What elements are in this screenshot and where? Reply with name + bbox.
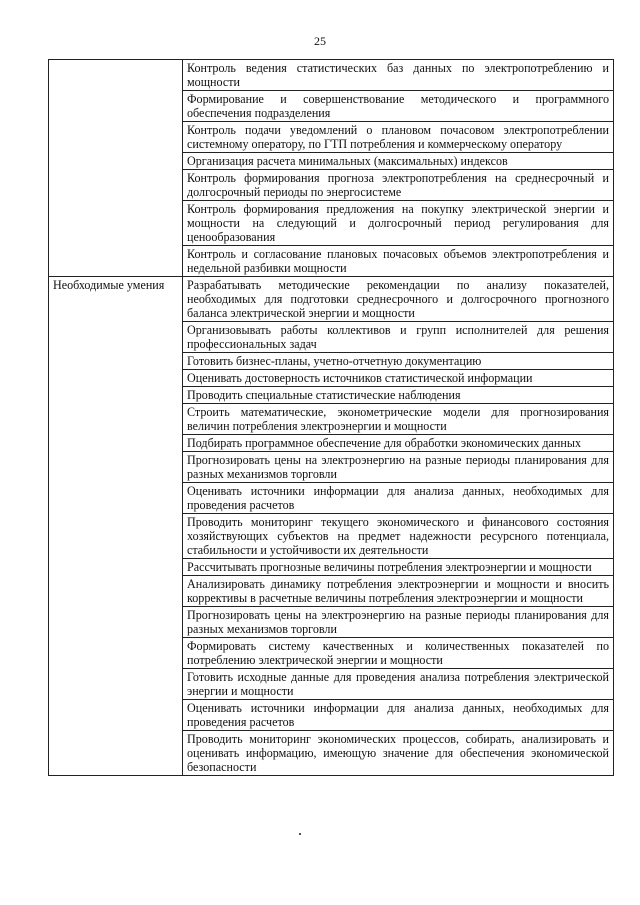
- table-cell: Прогнозировать цены на электроэнергию на разные периоды планирования для разных механизмов торговли: [183, 452, 614, 483]
- table-cell: Разрабатывать методические рекомендации по анализу показателей, необходимых для подготовки среднесрочного и долгосрочного прогнозного баланса электрической энергии и мощности: [183, 277, 614, 322]
- table-cell: Формировать систему качественных и количественных показателей по потреблению электрической энергии и мощности: [183, 638, 614, 669]
- table-cell: Проводить мониторинг текущего экономического и финансового состояния хозяйствующих субъектов на предмет надежности ресурсного потенциала, стабильности и устойчивости их деятельности: [183, 514, 614, 559]
- table-cell: Контроль и согласование плановых почасовых объемов электропотребления и недельной разбивки мощности: [183, 246, 614, 277]
- table-cell: Прогнозировать цены на электроэнергию на разные периоды планирования для разных механизмов торговли: [183, 607, 614, 638]
- speck-mark: [299, 833, 301, 835]
- page-number: 25: [314, 34, 326, 48]
- table-cell: Готовить исходные данные для проведения анализа потребления электрической энергии и мощности: [183, 669, 614, 700]
- table-cell: Оценивать источники информации для анализа данных, необходимых для проведения расчетов: [183, 483, 614, 514]
- section-label: Необходимые умения: [49, 277, 183, 776]
- competency-table: [48, 59, 614, 776]
- table-row: [49, 277, 614, 322]
- table-cell: Организовывать работы коллективов и групп исполнителей для решения профессиональных задач: [183, 322, 614, 353]
- table-cell: Готовить бизнес-планы, учетно-отчетную документацию: [183, 353, 614, 370]
- table-cell: Проводить мониторинг экономических процессов, собирать, анализировать и оценивать информацию, имеющую значение для обеспечения экономической безопасности: [183, 731, 614, 776]
- table-cell: Анализировать динамику потребления электроэнергии и мощности и вносить коррективы в расчетные величины потребления электроэнергии и мощности: [183, 576, 614, 607]
- table-row: [49, 60, 614, 91]
- table-cell: Контроль ведения статистических баз данных по электропотреблению и мощности: [183, 60, 614, 91]
- table-cell: Строить математические, эконометрические модели для прогнозирования величин потребления электроэнергии и мощности: [183, 404, 614, 435]
- table-cell: Контроль подачи уведомлений о плановом почасовом электропотреблении системному оператору, по ГТП потребления и коммерческому оператору: [183, 122, 614, 153]
- table-cell: Контроль формирования предложения на покупку электрической энергии и мощности на следующий и долгосрочный период регулирования для ценообразования: [183, 201, 614, 246]
- empty-label-cell: [49, 60, 183, 277]
- table-cell: Рассчитывать прогнозные величины потребления электроэнергии и мощности: [183, 559, 614, 576]
- table-cell: Оценивать достоверность источников статистической информации: [183, 370, 614, 387]
- table-cell: Проводить специальные статистические наблюдения: [183, 387, 614, 404]
- table-cell: Формирование и совершенствование методического и программного обеспечения подразделения: [183, 91, 614, 122]
- table-cell: Подбирать программное обеспечение для обработки экономических данных: [183, 435, 614, 452]
- table-cell: Организация расчета минимальных (максимальных) индексов: [183, 153, 614, 170]
- table-cell: Контроль формирования прогноза электропотребления на среднесрочный и долгосрочный периоды по энергосистеме: [183, 170, 614, 201]
- table-cell: Оценивать источники информации для анализа данных, необходимых для проведения расчетов: [183, 700, 614, 731]
